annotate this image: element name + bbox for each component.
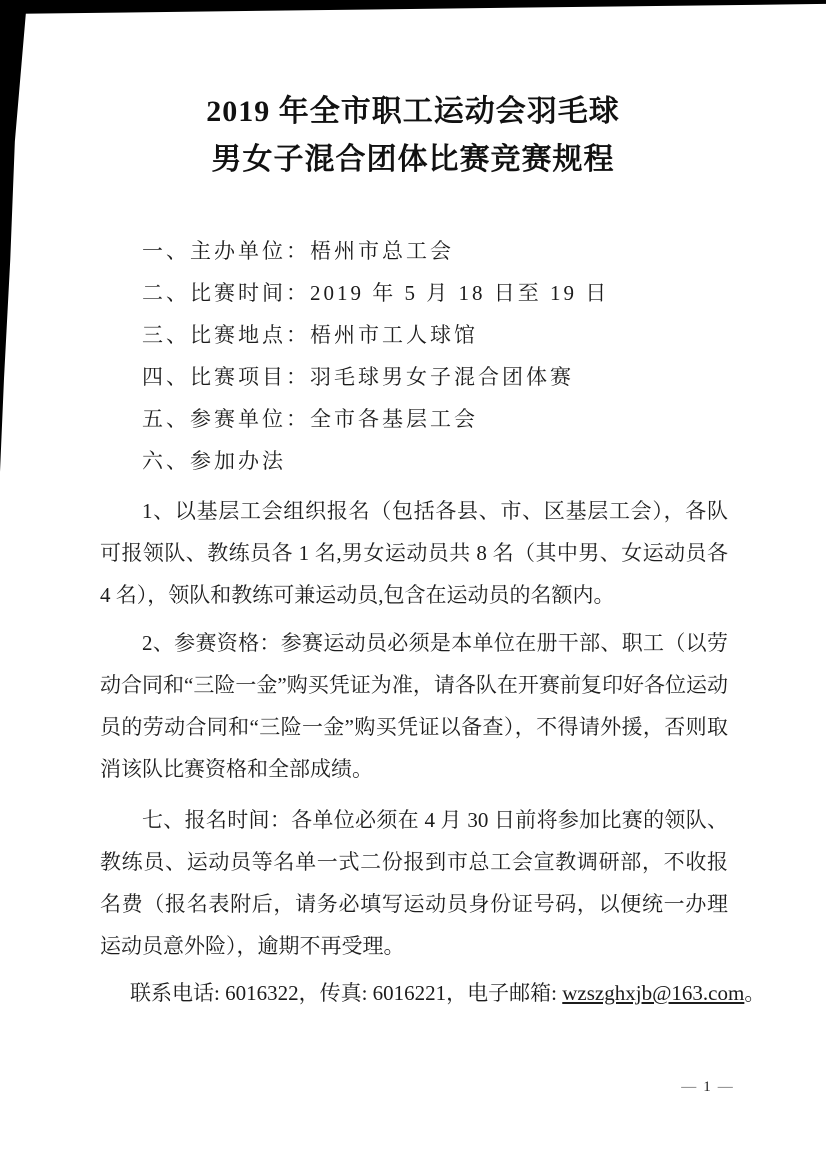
title-line-2: 男女子混合团体比赛竞赛规程: [211, 143, 615, 176]
contact-text: 联系电话: 6016322，传真: 6016221，电子邮箱:: [130, 981, 563, 1005]
info-item-method: 六、参加办法: [142, 449, 286, 473]
scan-artifact-left-edge: [0, 0, 27, 472]
page-number-value: 1: [703, 1079, 712, 1095]
paragraph-eligibility: 2、参赛资格：参赛运动员必须是本单位在册干部、职工（以劳动合同和“三险一金”购买凭证为准，请各队在开赛前复印好各位运动员的劳动合同和“三险一金”购买凭证以备查），不得请外援，否则取消该队比赛资格和全部成绩。: [100, 631, 728, 781]
scan-artifact-top-edge: [0, 0, 826, 14]
page-number-dash-left: —: [681, 1079, 698, 1095]
info-item-organizer: 一、主办单位：梧州市总工会: [142, 239, 454, 263]
document-title: [0, 88, 826, 184]
info-item-participants: 五、参赛单位：全市各基层工会: [142, 407, 478, 431]
contact-line: [100, 972, 766, 1014]
paragraph-deadline: 七、报名时间：各单位必须在 4 月 30 日前将参加比赛的领队、教练员、运动员等名单一式二份报到市总工会宣教调研部，不收报名费（报名表附后，请务必填写运动员身份证号码，以便统一办理运动员意外险），逾期不再受理。: [100, 808, 728, 958]
page-number-dash-right: —: [717, 1079, 734, 1095]
contact-email: wzszghxjb@163.com: [562, 981, 745, 1005]
paragraph-registration: 1、以基层工会组织报名（包括各县、市、区基层工会），各队可报领队、教练员各 1 名,男女运动员共 8 名（其中男、女运动员各 4 名），领队和教练可兼运动员,包含在运动员的名额内。: [100, 499, 728, 607]
info-item-date: 二、比赛时间：2019 年 5 月 18 日至 19 日: [142, 281, 610, 305]
info-item-venue: 三、比赛地点：梧州市工人球馆: [142, 323, 478, 347]
page-number: [650, 1077, 765, 1097]
title-line-1: 2019 年全市职工运动会羽毛球: [206, 95, 620, 128]
contact-suffix: 。: [744, 981, 766, 1005]
info-item-event: 四、比赛项目：羽毛球男女子混合团体赛: [142, 365, 574, 389]
info-list: [100, 230, 728, 482]
document-body: [100, 230, 766, 1014]
